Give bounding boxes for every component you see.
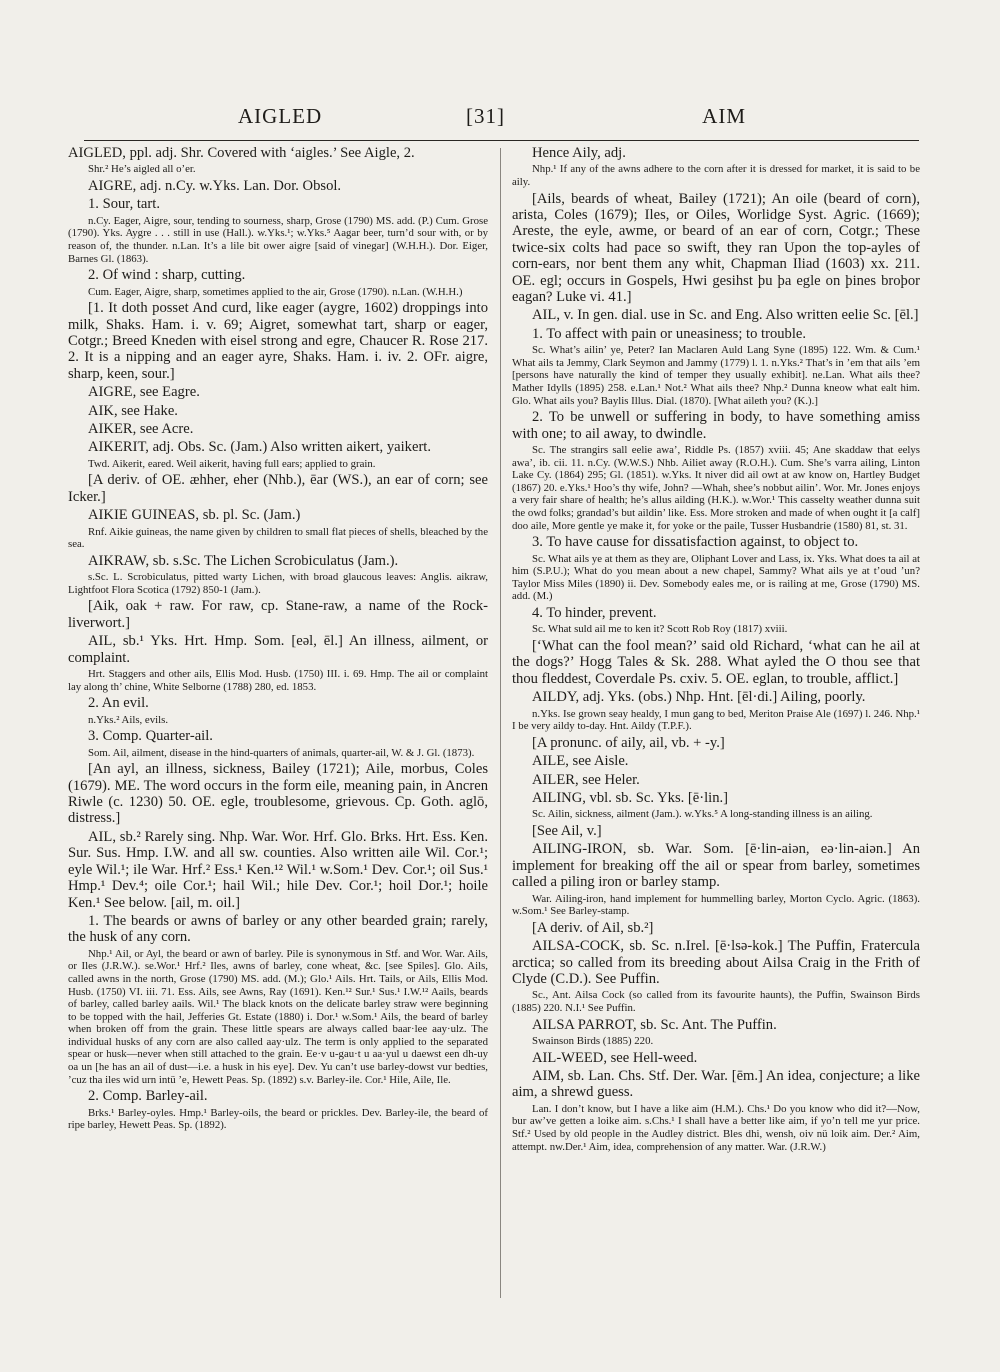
- entry-paragraph: AILING, vbl. sb. Sc. Yks. [ē·lin.]: [532, 790, 729, 806]
- entry-paragraph: 1. Sour, tart.: [88, 196, 160, 213]
- column-divider: [500, 148, 501, 1298]
- citation-paragraph: n.Yks.² Ails, evils.: [88, 713, 169, 726]
- entry-paragraph: [A pronunc. of aily, ail, vb. + -y.]: [532, 734, 725, 751]
- entry-paragraph: [A deriv. of OE. æhher, eher (Nhb.), ēar (WS.), an ear of corn; see Icker.]: [68, 472, 488, 505]
- page-number: [31]: [466, 104, 505, 128]
- citation-paragraph: Sc. The strangirs sall eelie awa’, Riddle Ps. (1857) xviii. 45; Ane skaddaw that eelys awa’, ib. cii. 11. n.Cy. (W.W.S.) Nhb. Ailiet away (R.O.H.). Cum. She’s varra ailing, Linton Lake Cy. (1864) 295; Gl. (1851). w.Yks. It niver did ail owt at aw know on, Hartley Budget (1867) 20. e.Yks.¹ Hoo’s thy wife, John? —Whah, shee’s nobbut ailin’. Wor. Mr. Jones enjoys a very fair share of health; he’s allus ailding (H.K.). w.Wor.¹ This casselty weather dunna suit the owd folks; grandad’s but aildin’ like. Ess. More stroken and made of when ought it [a calf] doo aile, More gentle ye make it, for yoke or the paile, Tusser Husbandrie (1580) 81, st. 31.: [512, 444, 920, 532]
- entry-paragraph: 3. To have cause for dissatisfaction against, to object to.: [532, 534, 859, 551]
- entry-paragraph: AIKER, see Acre.: [88, 421, 194, 438]
- citation-paragraph: Hrt. Staggers and other ails, Ellis Mod. Husb. (1750) III. i. 69. Hmp. The ail or complaint lay along th’ chine, White Selborne (1788) 280, ed. 1853.: [68, 668, 488, 693]
- entry-paragraph: [1. It doth posset And curd, like eager (aygre, 1602) droppings into milk, Shaks. Ham. i. v. 69; Aigret, somewhat tart, sharp or eager, Cotgr.; Breed Kneden with eisel strong and egre, Chaucer R. Rose 217. 2. It is a nipping and an eager ayre, Shaks. Ham. i. iv. 2. OFr. aigre, sharp, keen, sour.]: [68, 300, 488, 382]
- entry-paragraph: 4. To hinder, prevent.: [532, 604, 657, 621]
- entry-paragraph: AIM, sb. Lan. Chs. Stf. Der. War. [ēm.] An idea, conjecture; a like aim, a shrewd guess.: [512, 1068, 920, 1101]
- citation-paragraph: War. Ailing-iron, hand implement for hummelling barley, Morton Cyclo. Agric. (1863). w.Som.¹ See Barley-stamp.: [512, 892, 920, 918]
- entry-paragraph: 3. Comp. Quarter-ail.: [88, 728, 213, 745]
- citation-paragraph: Cum. Eager, Aigre, sharp, sometimes applied to the air, Grose (1790). n.Lan. (W.H.H.): [88, 285, 463, 298]
- citation-paragraph: Nhp.¹ If any of the awns adhere to the corn after it is dressed for market, it is said to be aily.: [512, 163, 920, 188]
- entry-paragraph: AIL, v. In gen. dial. use in Sc. and Eng. Also written eelie Sc. [ēl.]: [532, 307, 919, 324]
- entry-paragraph: AIL-WEED, see Hell-weed.: [532, 1049, 698, 1066]
- running-header: [238, 100, 746, 140]
- entry-paragraph: AILER, see Heler.: [532, 771, 640, 788]
- entry-paragraph: [See Ail, v.]: [532, 823, 602, 839]
- entry-paragraph: [A deriv. of Ail, sb.²]: [532, 919, 654, 936]
- citation-paragraph: Sc., Ant. Ailsa Cock (so called from its favourite haunts), the Puffin, Swainson Birds (1885) 220. N.I.¹ See Puffin.: [512, 989, 920, 1015]
- entry-paragraph: AILSA-COCK, sb. Sc. n.Irel. [ē·lsə-kok.] The Puffin, Fratercula arctica; so called from its breeding about Ailsa Craig in the Frith of Clyde (C.D.). See Puffin.: [512, 938, 920, 988]
- citation-paragraph: Sc. What ails ye at them as they are, Oliphant Lover and Lass, ix. Yks. What does ta ail at him (S.P.U.); What do you mean about a new chapel, Sammy? What ails ye at t’oud ’un? Taylor Miss Miles (1890) ii. Dev. Somebody eales me, or is railing at me, Grose (1790) MS. add. (M.): [512, 552, 920, 603]
- citation-paragraph: Nhp.¹ Ail, or Ayl, the beard or awn of barley. Pile is synonymous in Stf. and Wor. War. Ails, or Iles (J.R.W.). se.Wor.¹ Hrf.² Iles, awns of barley, cone wheat, &c. [see Spiles]. Glo. Ails, called awns in the north, Grose (1790) MS. add. (M.); Glo.¹ Ails. Hrt. Tails, or Ails, Ellis Mod. Husb. (1750) VI. iii. 71. Ess. Ails, see Awns, Ray (1691). Ken.¹² Sur.¹ Sus.¹ I.W.¹² Aails, beards of barley, called barley aails. Wil.¹ The black knots on the delicate barley straw were beginning to be topped with the hail, Jefferies Gt. Estate (1880) i. Dor.¹ w.Som.¹ Ails, the beard of barley when broken off from the grain. These little spears are always called baar·lee aay·ulz. The individual husks of any corn are also called aay·ulz. The term is only applied to the separated spear or husk—never when still attached to the grain. Ee·v u-gau·t u aa·yul u daewst een dh-uy oa un [he has an ail of dust—i.e. a husk in his eye]. Dev. Yu can’t use barley-dowst vur bedties, ’cuz tha iles wid urn intü ’e, Hewett Peas. Sp. (1892) s.v. Barley-ile. Cor.¹ Hile, Aile, Ile.: [68, 947, 488, 1086]
- right-column: [512, 145, 920, 1305]
- citation-paragraph: Swainson Birds (1885) 220.: [532, 1035, 654, 1048]
- entry-paragraph: AILSA PARROT, sb. Sc. Ant. The Puffin.: [532, 1016, 777, 1033]
- citation-paragraph: Lan. I don’t know, but I have a like aim (H.M.). Chs.¹ Do you know who did it?—Now, bur aw’ve getten a loike aim. s.Chs.¹ I shall have a better like aim, if yo’n tell me yur price. Stf.² Used by old people in the Audley district. Bles dhi, wensh, oiv nü loik aim. Der.² Aim, attempt. nw.Der.¹ Aim, idea, comprehension of any matter. War. (J.R.W.): [512, 1102, 920, 1153]
- entry-paragraph: 1. The beards or awns of barley or any other bearded grain; rarely, the husk of any corn.: [68, 912, 488, 946]
- header-first-headword: AIGLED: [238, 104, 323, 128]
- citation-paragraph: Som. Ail, ailment, disease in the hind-quarters of animals, quarter-ail, W. & J. Gl. (1873).: [88, 746, 475, 759]
- entry-paragraph: AILING-IRON, sb. War. Som. [ē·lin-aiən, eə·lin-aiən.] An implement for breaking off the ail or spear from barley, sometimes called a piling iron or barley stamp.: [512, 841, 920, 891]
- entry-paragraph: AILE, see Aisle.: [532, 753, 629, 770]
- citation-paragraph: n.Yks. Ise grown seay healdy, I mun gang to bed, Meriton Praise Ale (1697) l. 246. Nhp.¹ I be very aildy to-day. Hnt. Aildy (T.P.F.).: [512, 707, 920, 733]
- entry-paragraph: [An ayl, an illness, sickness, Bailey (1721); Aile, morbus, Coles (1679). ME. The word occurs in the form eile, meaning pain, in Ancren Riwle (c. 1230) 50. OE. egle, troublesome, grievous. Cp. Goth. aglō, distress.]: [68, 761, 488, 827]
- entry-paragraph: AIK, see Hake.: [88, 402, 178, 419]
- entry-paragraph: AIGRE, see Eagre.: [88, 384, 200, 401]
- citation-paragraph: Sc. What suld ail me to ken it? Scott Rob Roy (1817) xviii.: [532, 623, 788, 636]
- entry-paragraph: AIKIE GUINEAS, sb. pl. Sc. (Jam.): [88, 507, 301, 524]
- entry-paragraph: 1. To affect with pain or uneasiness; to trouble.: [532, 325, 807, 342]
- entry-paragraph: 2. Comp. Barley-ail.: [88, 1088, 208, 1105]
- citation-paragraph: Twd. Aikerit, eared. Weil aikerit, having full ears; applied to grain.: [88, 457, 376, 470]
- entry-paragraph: [‘What can the fool mean?’ said old Richard, ‘what can he ail at the dogs?’ Hogg Tales & Sk. 288. What ayled the O thou see that thou fleddest, Coverdale Ps. cxiv. 5. OE. eglan, to trouble, afflict.]: [512, 637, 920, 687]
- entry-paragraph: 2. An evil.: [88, 695, 149, 712]
- citation-paragraph: Shr.² He’s aigled all o’er.: [88, 163, 196, 176]
- entry-paragraph: AIGLED, ppl. adj. Shr. Covered with ‘aigles.’ See Aigle, 2.: [68, 145, 415, 161]
- entry-paragraph: AIKERIT, adj. Obs. Sc. (Jam.) Also written aikert, yaikert.: [88, 439, 432, 456]
- entry-paragraph: [Ails, beards of wheat, Bailey (1721); An oile (beard of corn), arista, Coles (1679); Iles, or Oiles, Worlidge Syst. Agric. (1669); Areste, the eyle, awme, or beard of an ear of corn, Cotgr.; These twice-six colts had pace so swift, they ran Upon the top-ayles of corn-ears, nor bent them any whit, Chapman Iliad (1603) xx. 211. OE. egl; occurs in Gospels, Hwi gesihst þu þa egle on þines broþor eagan? Luke vi. 41.]: [512, 190, 920, 306]
- entry-paragraph: [Aik, oak + raw. For raw, cp. Stane-raw, a name of the Rock-liverwort.]: [68, 598, 488, 631]
- citation-paragraph: Brks.¹ Barley-oyles. Hmp.¹ Barley-oils, the beard or prickles. Dev. Barley-ile, the beard of ripe barley, Hewett Peas. Sp. (1892).: [68, 1106, 488, 1132]
- entry-paragraph: AIGRE, adj. n.Cy. w.Yks. Lan. Dor. Obsol.: [88, 178, 342, 194]
- entry-paragraph: 2. To be unwell or suffering in body, to have something amiss with one; to ail away, to dwindle.: [512, 409, 920, 442]
- entry-paragraph: AIKRAW, sb. s.Sc. The Lichen Scrobiculatus (Jam.).: [88, 552, 399, 569]
- citation-paragraph: s.Sc. L. Scrobiculatus, pitted warty Lichen, with broad glaucous leaves: Anglis. aikraw, Lightfoot Flora Scotica (1792) 850-1 (Jam.).: [68, 571, 488, 596]
- left-column: [68, 145, 488, 1295]
- entry-paragraph: AIL, sb.² Rarely sing. Nhp. War. Wor. Hrf. Glo. Brks. Hrt. Ess. Ken. Sur. Sus. Hmp. I.W. and all sw. counties. Also written aile Wil. Cor.¹; eyle Wil.¹; ile War. Hrf.² Ess.¹ Ken.¹² Wil.¹ w.Som.¹ Dev. Cor.¹; oil Sus.¹ Hmp.¹ Dev.⁴; oile Cor.¹; hail Wil.; hile Dev. Cor.¹; hoil Dor.¹; hoile Ken.¹ See below. [ail, m. oil.]: [68, 828, 488, 911]
- entry-paragraph: AILDY, adj. Yks. (obs.) Nhp. Hnt. [ēl·di.] Ailing, poorly.: [532, 689, 866, 706]
- citation-paragraph: Sc. Ailin, sickness, ailment (Jam.). w.Yks.⁵ A long-standing illness is an ailing.: [532, 808, 873, 821]
- citation-paragraph: Rnf. Aikie guineas, the name given by children to small flat pieces of shells, bleached by the sea.: [68, 525, 488, 551]
- citation-paragraph: Sc. What’s ailin’ ye, Peter? Ian Maclaren Auld Lang Syne (1895) 122. Wm. & Cum.¹ What ails ta Jemmy, Clark Seymon and Jammy (1779) l. 1. n.Yks.² That’s in ’em that ails ’em [persons have naturally the kind of temper they usually exhibit]. ne.Lan. What ails thee? Mather Idylls (1895) 258. e.Lan.¹ Not.² What ails thee? Nhp.² Dunna kneow what ealt him. Glo. What ails you? Baylis Illus. Dial. (1870). [What aileth you? (K.).]: [512, 344, 920, 407]
- header-rule: [84, 140, 919, 141]
- header-last-headword: AIM: [702, 104, 746, 128]
- entry-paragraph: 2. Of wind : sharp, cutting.: [88, 267, 246, 284]
- entry-paragraph: AIL, sb.¹ Yks. Hrt. Hmp. Som. [eəl, ēl.] An illness, ailment, or complaint.: [68, 633, 488, 666]
- citation-paragraph: n.Cy. Eager, Aigre, sour, tending to sourness, sharp, Grose (1790) MS. add. (P.) Cum. Grose (1790). Yks. Aygre . . . still in use (Hall.). w.Yks.¹; w.Yks.⁵ Aagar beer, turn’d sour with, or by reason of, the thunder. n.Lan. It’s a lile bit ower aigre [said of vinegar] (W.H.H.). Dor. Eiger, Barnes Gl. (1863).: [68, 214, 488, 265]
- entry-paragraph: Hence Aily, adj.: [532, 145, 626, 161]
